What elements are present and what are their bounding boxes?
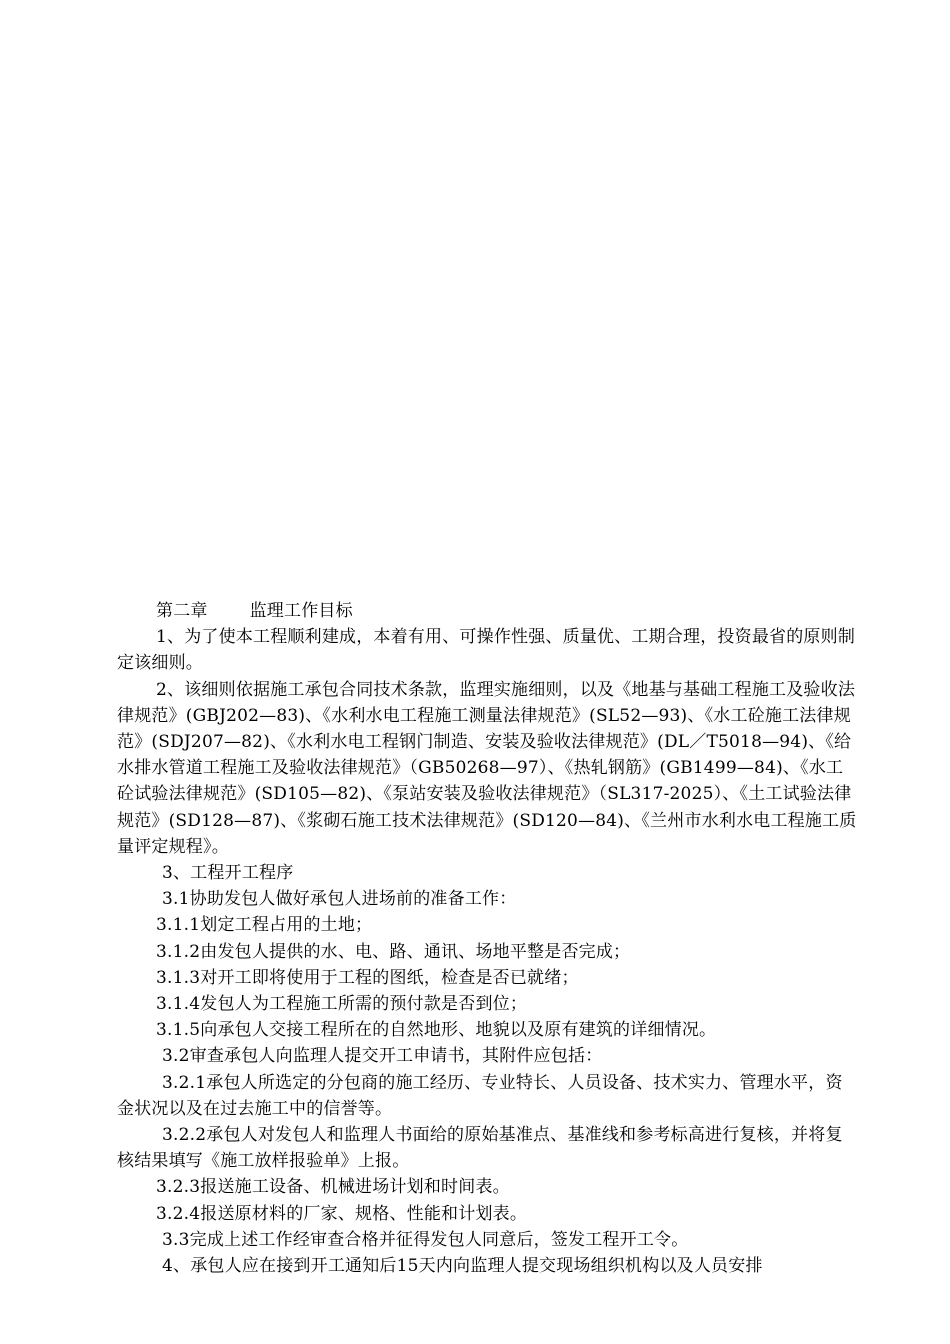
- paragraph-8: 3.1.4发包人为工程施工所需的预付款是否到位；: [156, 994, 528, 1015]
- chapter-heading: [117, 598, 857, 624]
- paragraph-5: 3.1.1划定工程占用的土地；: [156, 915, 373, 936]
- paragraph-3: 3、工程开工程序: [162, 863, 294, 884]
- paragraph-13: 3.2.3报送施工设备、机械进场计划和时间表。: [156, 1177, 510, 1198]
- paragraph-4: 3.1协助发包人做好承包人进场前的准备工作：: [162, 889, 517, 910]
- paragraph-2: 2、该细则依据施工承包合同技术条款，监理实施细则，以及《地基与基础工程施工及验收法律规范》(GBJ202—83)、《水利水电工程施工测量法律规范》(SL52—93)、《水工砼施工法律规范》(SDJ207—82)、《水利水电工程钢门制造、安装及验收法律规范》(DL／T5018—94)、《给水排水管道工程施工及验收法律规范》（GB50268—97）、《热轧钢筋》(GB1499—84)、《水工砼试验法律规范》(SD105—82)、《泵站安装及验收法律规范》（SL317-2025）、《土工试验法律规范》(SD128—87)、《浆砌石施工技术法律规范》(SD120—84)、《兰州市水利水电工程施工质量评定规程》。: [117, 679, 857, 857]
- paragraph-15: 3.3完成上述工作经审查合格并征得发包人同意后，签发工程开工令。: [162, 1229, 689, 1250]
- paragraph-14: 3.2.4报送原材料的厂家、规格、性能和计划表。: [156, 1203, 528, 1224]
- paragraph-10: 3.2审查承包人向监理人提交开工申请书，其附件应包括：: [162, 1046, 603, 1067]
- paragraph-11: 3.2.1承包人所选定的分包商的施工经历、专业特长、人员设备、技术实力、管理水平，资金状况以及在过去施工中的信誉等。: [117, 1072, 843, 1119]
- paragraph-7: 3.1.3对开工即将使用于工程的图纸，检查是否已就绪；: [156, 967, 579, 988]
- paragraph-1: 1、为了使本工程顺利建成，本着有用、可操作性强、质量优、工期合理，投资最省的原则制定该细则。: [117, 627, 856, 674]
- chapter-number: 第二章: [156, 601, 208, 621]
- document-body: [117, 598, 857, 1279]
- paragraph-12: 3.2.2承包人对发包人和监理人书面给的原始基准点、基准线和参考标高进行复核，并将复核结果填写《施工放样报验单》上报。: [117, 1125, 843, 1172]
- paragraph-9: 3.1.5向承包人交接工程所在的自然地形、地貌以及原有建筑的详细情况。: [156, 1020, 717, 1041]
- chapter-title: 监理工作目标: [249, 601, 353, 621]
- paragraph-16: 4、承包人应在接到开工通知后15天内向监理人提交现场组织机构以及人员安排: [162, 1256, 763, 1277]
- paragraph-6: 3.1.2由发包人提供的水、电、路、通讯、场地平整是否完成；: [156, 941, 631, 962]
